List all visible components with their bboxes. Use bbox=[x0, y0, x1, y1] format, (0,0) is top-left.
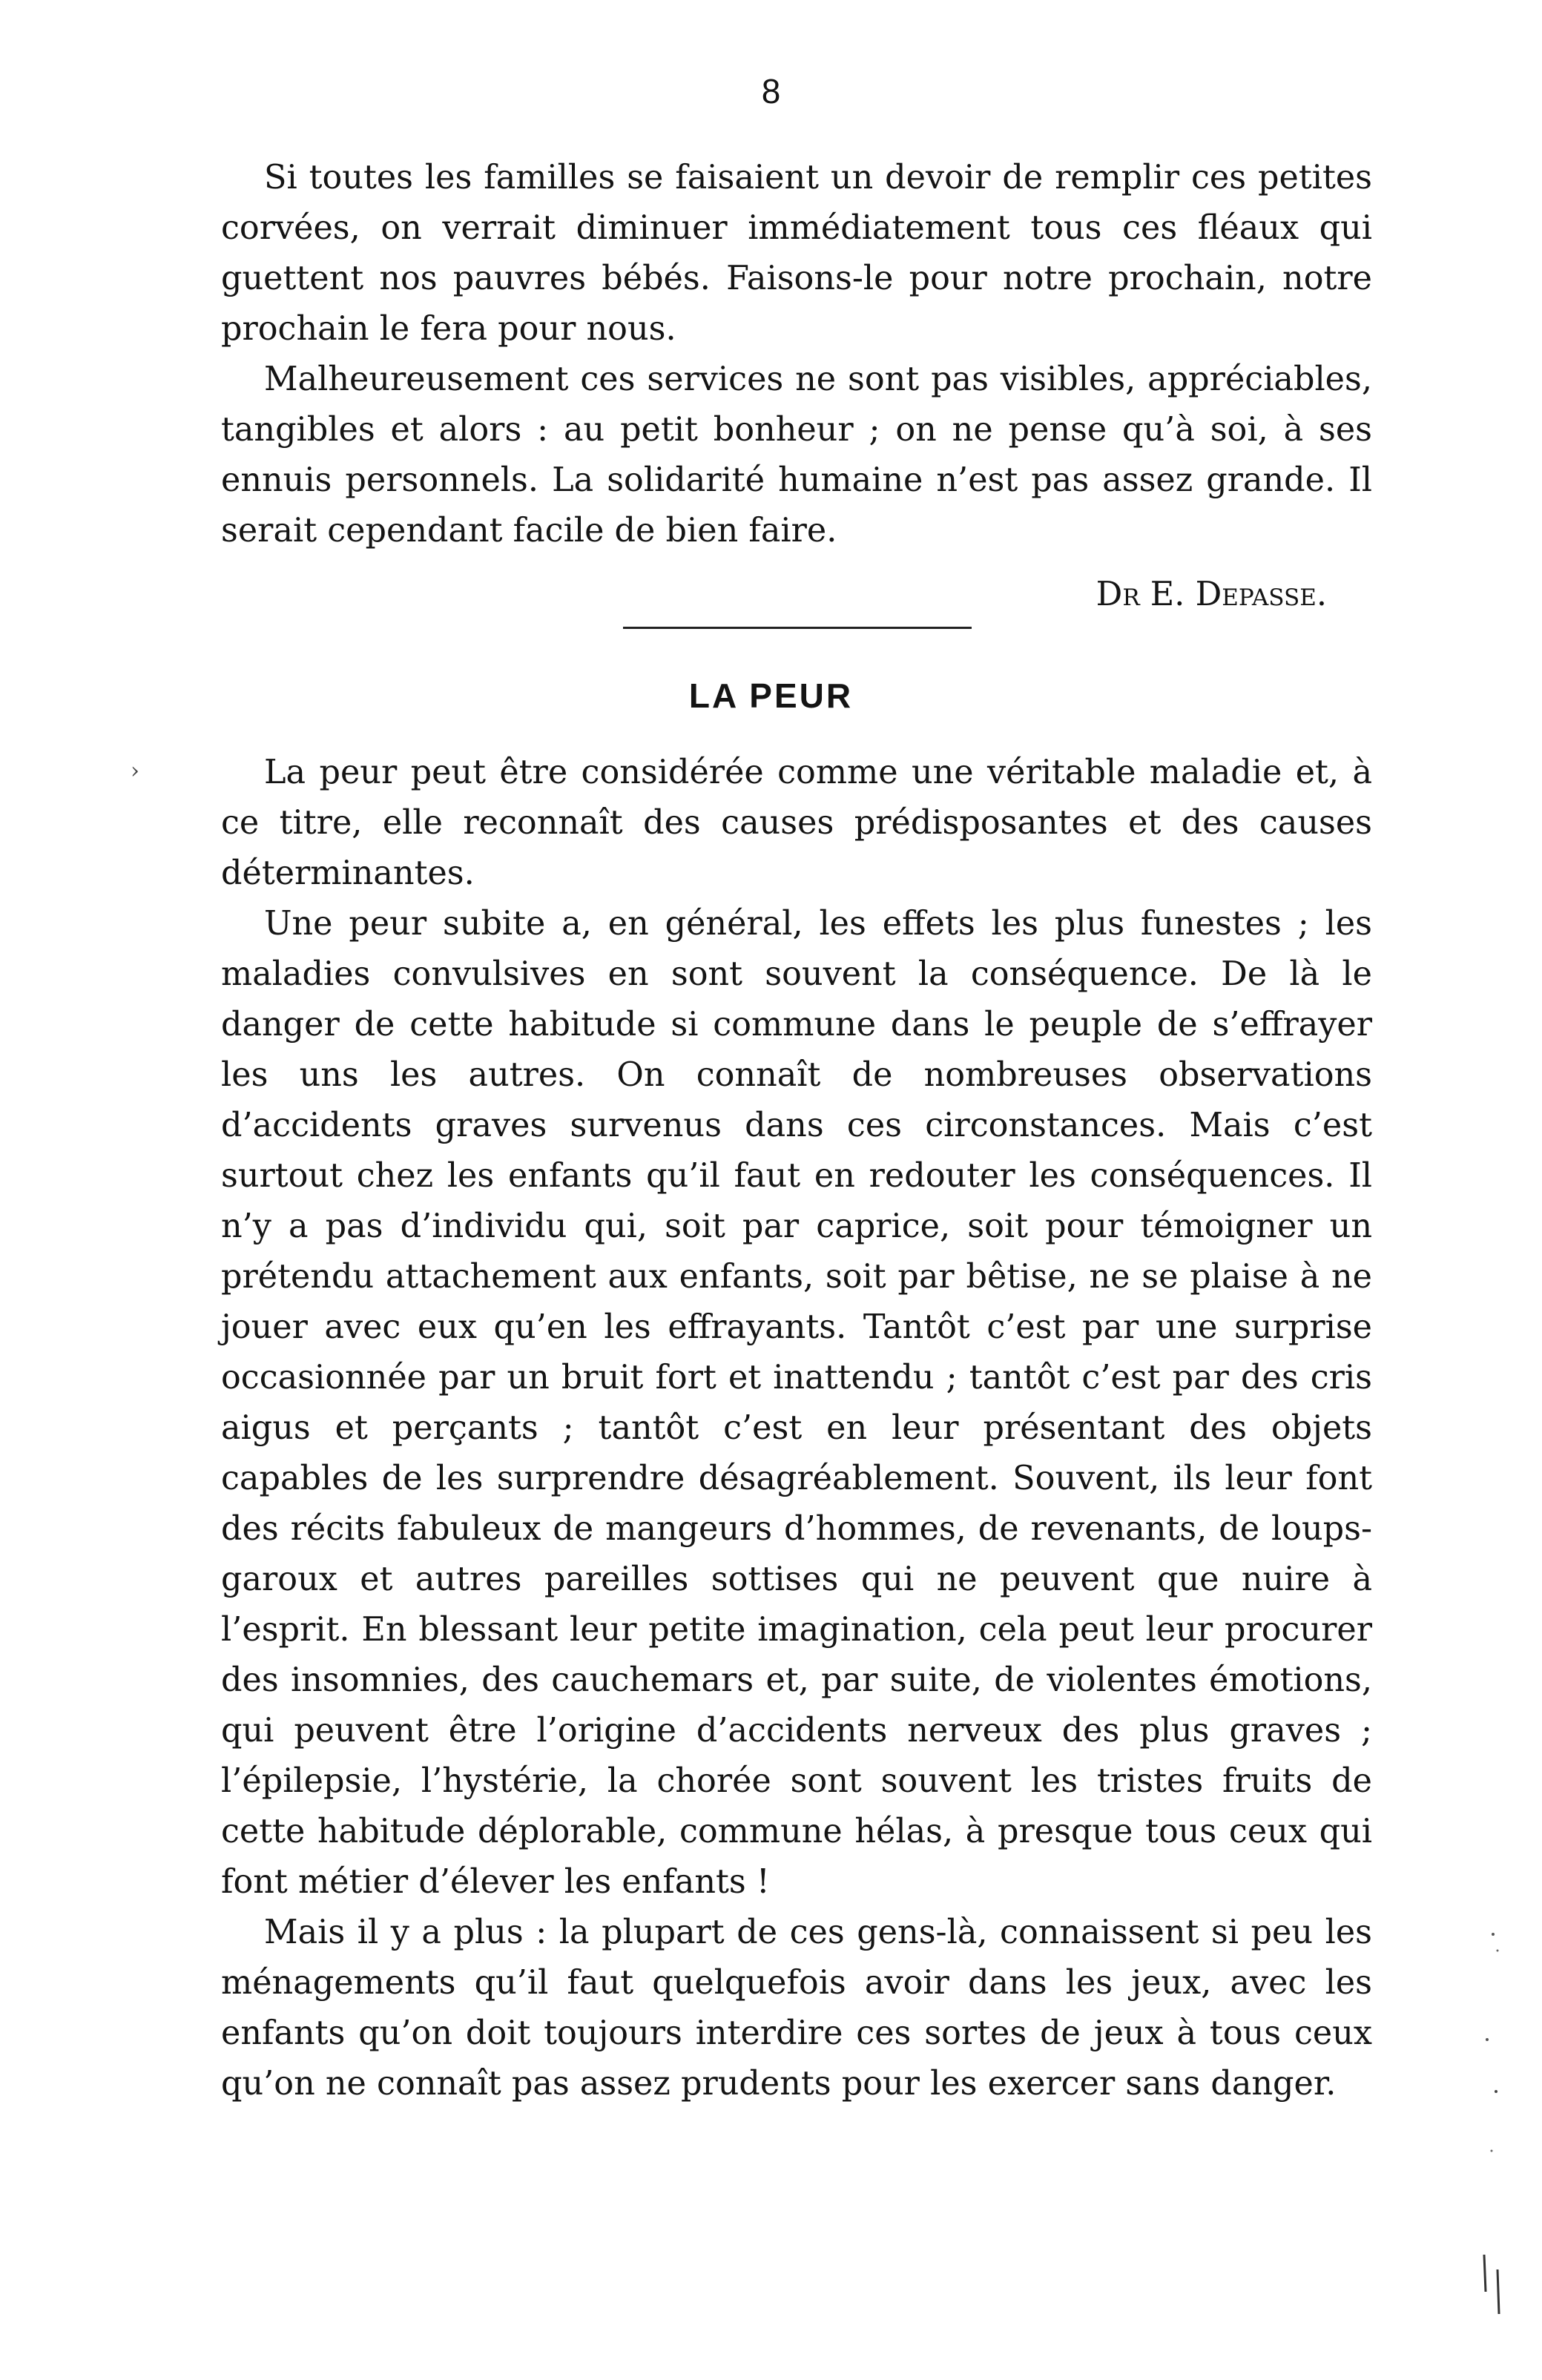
section-title: LA PEUR bbox=[688, 676, 854, 715]
paragraph: Si toutes les familles se faisaient un devoir de remplir ces petites corvées, on verrait diminuer immédiatement tous ces fléaux qui guettent nos pauvres bébés. Faisons-le pour notre prochain, notre prochain le fera pour nous. bbox=[221, 159, 1372, 348]
section-divider bbox=[623, 627, 972, 629]
paragraph: Une peur subite a, en général, les effets les plus funestes ; les maladies convulsives en sont souvent la conséquence. De là le danger de cette habitude si commune dans le peuple de s’effrayer les uns les autres. On connaît de nombreuses observations d’accidents graves survenus dans ces circonstances. Mais c’est surtout chez les enfants qu’il faut en redouter les conséquences. Il n’y a pas d’individu qui, soit par caprice, soit pour témoigner un prétendu attachement aux enfants, soit par bêtise, ne se plaise à ne jouer avec eux qu’en les effrayants. Tantôt c’est par une surprise occasionnée par un bruit fort et inattendu ; tantôt c’est par des cris aigus et perçants ; tantôt c’est en leur présentant des objets capables de les surprendre désagréablement. Souvent, ils leur font des récits fabuleux de mangeurs d’hommes, de revenants, de loups-garoux et autres pareilles sottises qui ne peuvent que nuire à l’esprit. En blessant leur petite imagination, cela peut leur procurer des insomnies, des cauchemars et, par suite, de violentes émotions, qui peuvent être l’origine d’accidents nerveux des plus graves ; l’épilepsie, l’hystérie, la chorée sont souvent les tristes fruits de cette habitude déplorable, commune hélas, à presque tous ceux qui font métier d’élever les enfants ! bbox=[221, 905, 1372, 1901]
paragraph: Malheureusement ces services ne sont pas visibles, appréciables, tangibles et alors : au petit bonheur ; on ne pense qu’à soi, à ses ennuis personnels. La solidarité humaine n’est pas assez grande. Il serait cependant facile de bien faire. bbox=[221, 360, 1372, 550]
paragraph: La peur peut être considérée comme une véritable maladie et, à ce titre, elle reconnaît des causes prédisposantes et des causes déterminantes. bbox=[221, 754, 1372, 892]
section-two-body bbox=[221, 748, 1372, 2109]
paragraph: Mais il y a plus : la plupart de ces gens-là, connaissent si peu les ménagements qu’il faut quelquefois avoir dans les jeux, avec les enfants qu’on doit toujours interdire ces sortes de jeux à tous ceux qu’on ne connaît pas assez prudents pour les exercer sans danger. bbox=[221, 1913, 1372, 2103]
page-number: 8 bbox=[761, 72, 781, 111]
page-edge-specks bbox=[1480, 1928, 1524, 2329]
section-one-body bbox=[221, 153, 1372, 556]
author-signature: Dr E. Depasse. bbox=[1095, 576, 1327, 613]
margin-mark: › bbox=[131, 758, 139, 784]
